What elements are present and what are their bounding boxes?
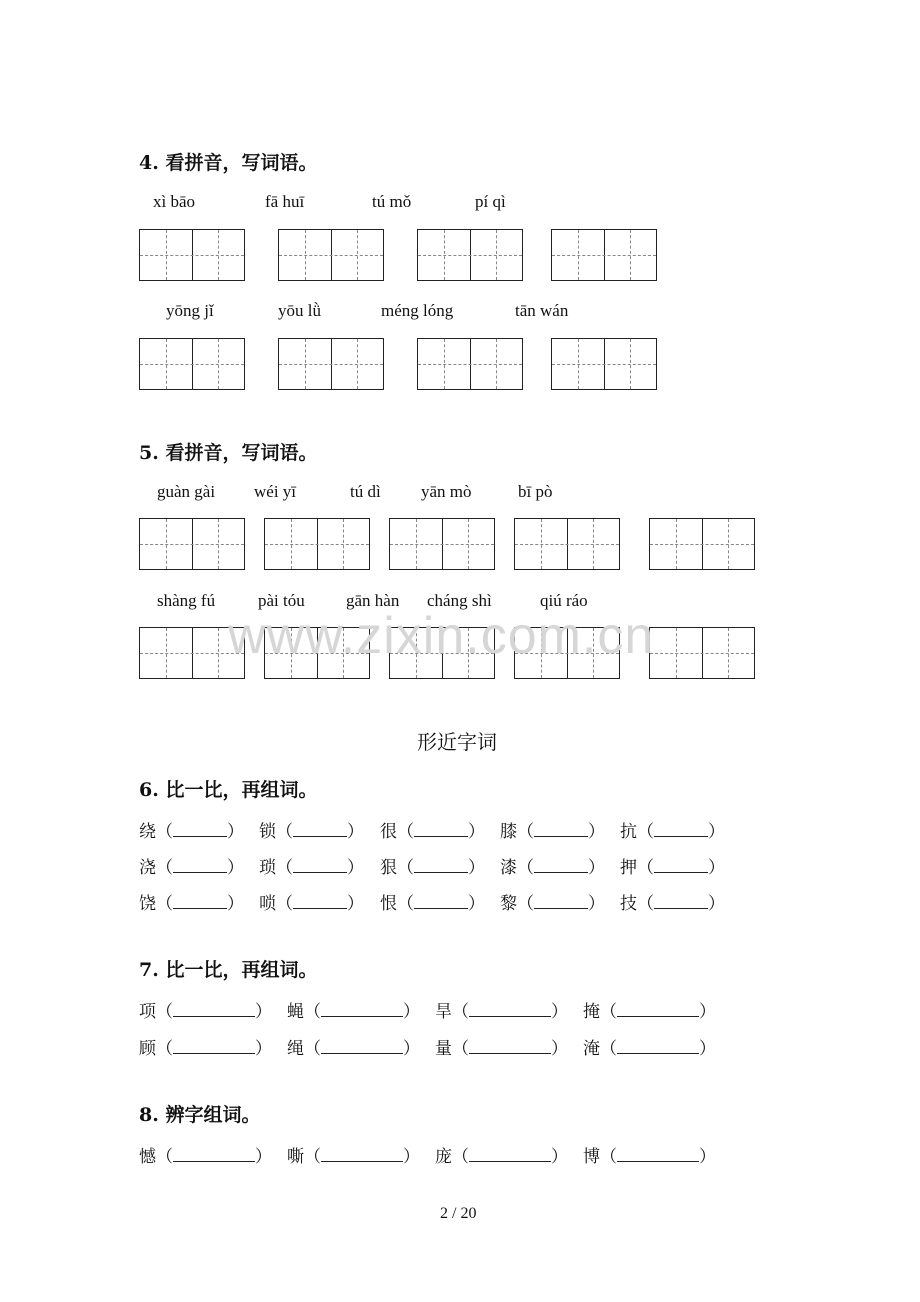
- answer-blank[interactable]: [173, 1149, 255, 1162]
- writing-grid[interactable]: [551, 338, 657, 390]
- compare-item: [139, 817, 244, 842]
- open-paren: （: [156, 858, 173, 878]
- pinyin-label: tān wán: [515, 301, 569, 320]
- compare-item: [620, 853, 725, 878]
- pinyin-label: fā huī: [265, 192, 305, 211]
- compare-char: 恨: [380, 894, 397, 914]
- answer-blank[interactable]: [293, 896, 347, 909]
- open-paren: （: [304, 1147, 321, 1167]
- open-paren: （: [452, 1147, 469, 1167]
- compare-item: [287, 1142, 420, 1167]
- answer-blank[interactable]: [173, 1004, 255, 1017]
- open-paren: （: [276, 858, 293, 878]
- pinyin-label: wéi yī: [254, 482, 297, 501]
- compare-char: 技: [620, 894, 637, 914]
- close-paren: ）: [403, 1147, 420, 1167]
- writing-grid[interactable]: [514, 518, 620, 570]
- compare-char: 博: [583, 1147, 600, 1167]
- writing-grid[interactable]: [389, 518, 495, 570]
- pinyin-label: tú mǒ: [372, 192, 412, 211]
- open-paren: （: [637, 858, 654, 878]
- compare-item: [583, 1142, 716, 1167]
- open-paren: （: [156, 1039, 173, 1059]
- close-paren: ）: [551, 1039, 568, 1059]
- close-paren: ）: [708, 858, 725, 878]
- compare-char: 嘶: [287, 1147, 304, 1167]
- writing-grid[interactable]: [649, 518, 755, 570]
- writing-grid[interactable]: [139, 518, 245, 570]
- answer-blank[interactable]: [414, 824, 468, 837]
- open-paren: （: [304, 1039, 321, 1059]
- compare-char: 项: [139, 1002, 156, 1022]
- answer-blank[interactable]: [321, 1041, 403, 1054]
- compare-item: [380, 853, 485, 878]
- pinyin-label: bī pò: [518, 482, 553, 501]
- close-paren: ）: [588, 858, 605, 878]
- answer-blank[interactable]: [617, 1041, 699, 1054]
- compare-item: [380, 817, 485, 842]
- close-paren: ）: [255, 1002, 272, 1022]
- compare-item: [259, 853, 364, 878]
- compare-char: 狠: [380, 858, 397, 878]
- compare-item: [139, 997, 272, 1022]
- open-paren: （: [397, 822, 414, 842]
- compare-item: [259, 889, 364, 914]
- open-paren: （: [304, 1002, 321, 1022]
- open-paren: （: [600, 1002, 617, 1022]
- answer-blank[interactable]: [414, 860, 468, 873]
- compare-char: 旱: [435, 1002, 452, 1022]
- compare-char: 憾: [139, 1147, 156, 1167]
- compare-item: [139, 1034, 272, 1059]
- open-paren: （: [637, 822, 654, 842]
- pinyin-label: yōng jǐ: [166, 301, 214, 320]
- compare-char: 膝: [500, 822, 517, 842]
- pinyin-label: pí qì: [475, 192, 506, 211]
- compare-char: 蝇: [287, 1002, 304, 1022]
- close-paren: ）: [255, 1039, 272, 1059]
- close-paren: ）: [468, 822, 485, 842]
- answer-blank[interactable]: [321, 1004, 403, 1017]
- writing-grid[interactable]: [278, 338, 384, 390]
- writing-grid[interactable]: [278, 229, 384, 281]
- open-paren: （: [276, 822, 293, 842]
- compare-char: 锁: [259, 822, 276, 842]
- close-paren: ）: [347, 822, 364, 842]
- open-paren: （: [517, 894, 534, 914]
- open-paren: （: [276, 894, 293, 914]
- compare-item: [435, 1142, 568, 1167]
- open-paren: （: [600, 1039, 617, 1059]
- answer-blank[interactable]: [293, 824, 347, 837]
- answer-blank[interactable]: [293, 860, 347, 873]
- compare-char: 琐: [259, 858, 276, 878]
- compare-item: [583, 997, 716, 1022]
- compare-item: [500, 817, 605, 842]
- writing-grid[interactable]: [139, 338, 245, 390]
- open-paren: （: [156, 1002, 173, 1022]
- watermark: www.zixin.com.cn: [228, 607, 655, 665]
- answer-blank[interactable]: [321, 1149, 403, 1162]
- close-paren: ）: [708, 822, 725, 842]
- compare-char: 顾: [139, 1039, 156, 1059]
- q7-heading: 7. 比一比，再组词。: [139, 959, 318, 981]
- close-paren: ）: [227, 858, 244, 878]
- close-paren: ）: [255, 1147, 272, 1167]
- compare-item: [500, 889, 605, 914]
- close-paren: ）: [588, 894, 605, 914]
- close-paren: ）: [699, 1002, 716, 1022]
- q6-heading: 6. 比一比，再组词。: [139, 779, 318, 801]
- compare-char: 饶: [139, 894, 156, 914]
- compare-item: [583, 1034, 716, 1059]
- answer-blank[interactable]: [534, 824, 588, 837]
- q5-heading: 5. 看拼音，写词语。: [139, 442, 318, 464]
- writing-grid[interactable]: [139, 229, 245, 281]
- answer-blank[interactable]: [617, 1149, 699, 1162]
- compare-item: [435, 997, 568, 1022]
- compare-char: 抗: [620, 822, 637, 842]
- pinyin-label: xì bāo: [153, 192, 196, 211]
- close-paren: ）: [708, 894, 725, 914]
- compare-item: [287, 1034, 420, 1059]
- close-paren: ）: [468, 858, 485, 878]
- q8-heading: 8. 辨字组词。: [139, 1104, 261, 1126]
- compare-char: 浇: [139, 858, 156, 878]
- close-paren: ）: [468, 894, 485, 914]
- compare-char: 量: [435, 1039, 452, 1059]
- answer-blank[interactable]: [414, 896, 468, 909]
- pinyin-label: méng lóng: [381, 301, 454, 320]
- compare-char: 唢: [259, 894, 276, 914]
- close-paren: ）: [403, 1039, 420, 1059]
- compare-char: 庞: [435, 1147, 452, 1167]
- pinyin-label: shàng fú: [157, 591, 216, 610]
- answer-blank[interactable]: [654, 860, 708, 873]
- open-paren: （: [397, 894, 414, 914]
- pinyin-label: guàn gài: [157, 482, 216, 501]
- close-paren: ）: [551, 1147, 568, 1167]
- close-paren: ）: [227, 894, 244, 914]
- compare-char: 黎: [500, 894, 517, 914]
- writing-grid[interactable]: [649, 627, 755, 679]
- close-paren: ）: [699, 1039, 716, 1059]
- answer-blank[interactable]: [173, 860, 227, 873]
- close-paren: ）: [588, 822, 605, 842]
- compare-char: 绕: [139, 822, 156, 842]
- compare-char: 淹: [583, 1039, 600, 1059]
- writing-grid[interactable]: [417, 229, 523, 281]
- close-paren: ）: [227, 822, 244, 842]
- answer-blank[interactable]: [173, 1041, 255, 1054]
- answer-blank[interactable]: [173, 896, 227, 909]
- open-paren: （: [517, 822, 534, 842]
- pinyin-label: qiú ráo: [540, 591, 588, 610]
- compare-item: [139, 853, 244, 878]
- answer-blank[interactable]: [534, 896, 588, 909]
- compare-char: 漆: [500, 858, 517, 878]
- compare-char: 押: [620, 858, 637, 878]
- answer-blank[interactable]: [173, 824, 227, 837]
- writing-grid[interactable]: [264, 518, 370, 570]
- compare-char: 掩: [583, 1002, 600, 1022]
- compare-item: [139, 1142, 272, 1167]
- writing-grid[interactable]: [551, 229, 657, 281]
- compare-item: [259, 817, 364, 842]
- compare-item: [500, 853, 605, 878]
- close-paren: ）: [699, 1147, 716, 1167]
- compare-item: [139, 889, 244, 914]
- close-paren: ）: [347, 858, 364, 878]
- compare-item: [620, 817, 725, 842]
- compare-char: 绳: [287, 1039, 304, 1059]
- compare-item: [287, 997, 420, 1022]
- compare-item: [620, 889, 725, 914]
- open-paren: （: [452, 1002, 469, 1022]
- page-number: 2 / 20: [440, 1205, 477, 1222]
- answer-blank[interactable]: [534, 860, 588, 873]
- answer-blank[interactable]: [654, 896, 708, 909]
- open-paren: （: [452, 1039, 469, 1059]
- open-paren: （: [156, 894, 173, 914]
- open-paren: （: [637, 894, 654, 914]
- writing-grid[interactable]: [417, 338, 523, 390]
- pinyin-label: cháng shì: [427, 591, 492, 610]
- close-paren: ）: [347, 894, 364, 914]
- open-paren: （: [600, 1147, 617, 1167]
- compare-item: [435, 1034, 568, 1059]
- compare-char: 很: [380, 822, 397, 842]
- answer-blank[interactable]: [654, 824, 708, 837]
- answer-blank[interactable]: [469, 1041, 551, 1054]
- answer-blank[interactable]: [469, 1149, 551, 1162]
- open-paren: （: [156, 1147, 173, 1167]
- pinyin-label: pài tóu: [258, 591, 305, 610]
- answer-blank[interactable]: [469, 1004, 551, 1017]
- pinyin-label: yān mò: [421, 482, 472, 501]
- close-paren: ）: [551, 1002, 568, 1022]
- q4-heading: 4. 看拼音，写词语。: [139, 152, 318, 174]
- close-paren: ）: [403, 1002, 420, 1022]
- pinyin-label: tú dì: [350, 482, 381, 501]
- answer-blank[interactable]: [617, 1004, 699, 1017]
- open-paren: （: [397, 858, 414, 878]
- pinyin-label: gān hàn: [346, 591, 400, 610]
- pinyin-label: yōu lǜ: [278, 301, 321, 320]
- open-paren: （: [517, 858, 534, 878]
- open-paren: （: [156, 822, 173, 842]
- compare-item: [380, 889, 485, 914]
- section-title: 形近字词: [417, 730, 497, 754]
